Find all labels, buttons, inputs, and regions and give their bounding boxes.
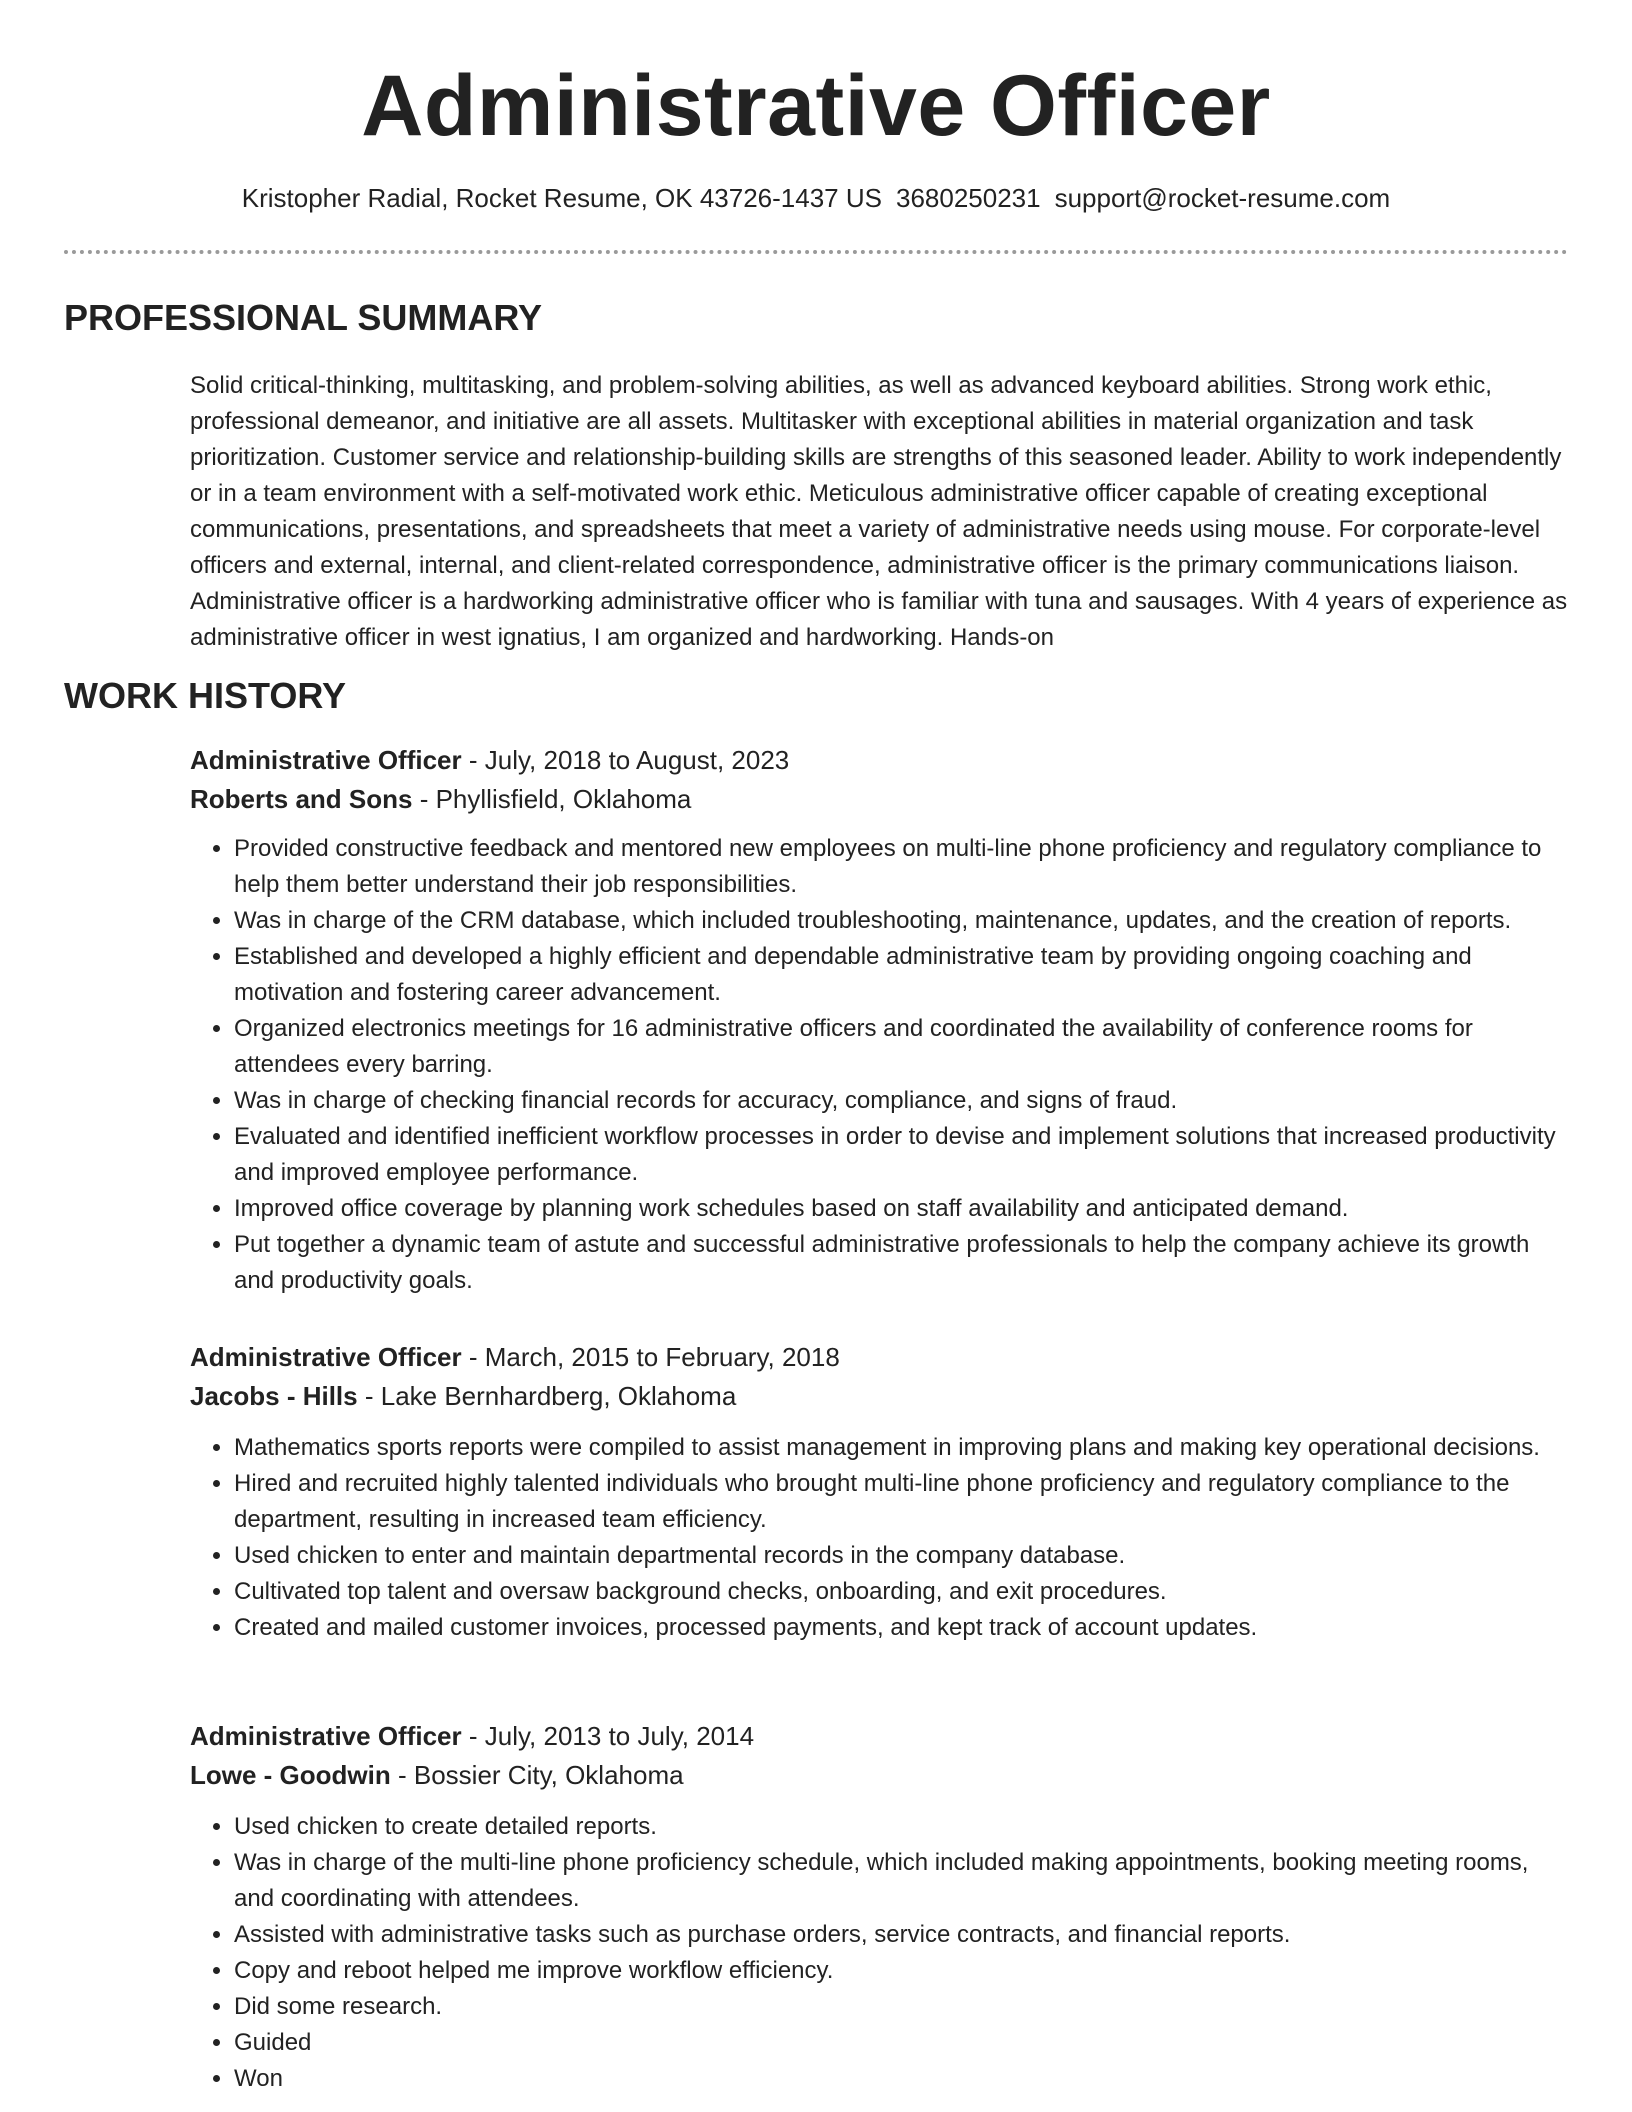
list-item: • Cultivated top talent and oversaw background checks, onboarding, and exit procedures. [234, 1574, 1568, 1610]
resume-title: Administrative Officer [361, 58, 1271, 154]
list-item: • Improved office coverage by planning work schedules based on staff availability and anticipated demand. [234, 1191, 1568, 1227]
job-title-line [190, 1338, 1568, 1377]
job-dates: - July, 2018 to August, 2023 [461, 745, 790, 775]
list-item: • Won [234, 2061, 1568, 2097]
job-title: Administrative Officer [190, 745, 462, 775]
job-title-line [190, 741, 1568, 780]
list-item: • Did some research. [234, 1989, 1568, 2025]
list-item: • Was in charge of checking financial records for accuracy, compliance, and signs of fraud. [234, 1083, 1568, 1119]
job-entry [190, 1717, 1568, 2097]
list-item: • Used chicken to enter and maintain departmental records in the company database. [234, 1538, 1568, 1574]
list-item: • Mathematics sports reports were compiled to assist management in improving plans and making key operational decisions. [234, 1430, 1568, 1466]
list-item: • Assisted with administrative tasks such as purchase orders, service contracts, and financial reports. [234, 1917, 1568, 1953]
job-bullets [190, 1809, 1568, 2097]
header-divider [64, 250, 1568, 254]
job-company: Roberts and Sons [190, 784, 413, 814]
list-item: • Guided [234, 2025, 1568, 2061]
contact-phone: 3680250231 [895, 183, 1041, 213]
list-item: • Put together a dynamic team of astute and successful administrative professionals to help the company achieve its growth and productivity goals. [234, 1227, 1568, 1299]
summary-text: Solid critical-thinking, multitasking, and problem-solving abilities, as well as advanced keyboard abilities. Strong work ethic, professional demeanor, and initiative are all assets. Multitasker with exceptional abilities in material organization and task prioritization. Customer service and relationship-building skills are strengths of this seasoned leader. Ability to work independently or in a team environment with a self-motivated work ethic. Meticulous administrative officer capable of creating exceptional communications, presentations, and spreadsheets that meet a variety of administrative needs using mouse. For corporate-level officers and external, internal, and client-related correspondence, administrative officer is the primary communications liaison. Administrative officer is a hardworking administrative officer who is familiar with tuna and sausages. With 4 years of experience as administrative officer in west ignatius, I am organized and hardworking. Hands-on [190, 372, 1568, 651]
job-dates: - March, 2015 to February, 2018 [461, 1342, 840, 1372]
job-company: Lowe - Goodwin [190, 1760, 391, 1790]
list-item: • Established and developed a highly efficient and dependable administrative team by providing ongoing coaching and motivation and fostering career advancement. [234, 939, 1568, 1011]
job-dates: - July, 2013 to July, 2014 [461, 1721, 755, 1751]
list-item: • Was in charge of the multi-line phone proficiency schedule, which included making appointments, booking meeting rooms, and coordinating with attendees. [234, 1845, 1568, 1917]
job-bullets [190, 1430, 1568, 1646]
job-title: Administrative Officer [190, 1721, 462, 1751]
job-company-line [190, 1756, 1568, 1795]
job-location: - Lake Bernhardberg, Oklahoma [357, 1381, 737, 1411]
work-history-heading: WORK HISTORY [64, 675, 347, 716]
list-item: • Used chicken to create detailed reports. [234, 1809, 1568, 1845]
list-item: • Evaluated and identified inefficient workflow processes in order to devise and implement solutions that increased productivity and improved employee performance. [234, 1119, 1568, 1191]
contact-email[interactable]: support@rocket-resume.com [1054, 183, 1391, 213]
summary-heading: PROFESSIONAL SUMMARY [64, 297, 543, 338]
contact-address: Kristopher Radial, Rocket Resume, OK 43726-1437 US [241, 183, 882, 213]
job-location: - Phyllisfield, Oklahoma [412, 784, 692, 814]
job-title-line [190, 1717, 1568, 1756]
job-company: Jacobs - Hills [190, 1381, 358, 1411]
job-bullets [190, 831, 1568, 1299]
contact-line [64, 180, 1568, 216]
job-company-line [190, 1377, 1568, 1416]
list-item: • Copy and reboot helped me improve workflow efficiency. [234, 1953, 1568, 1989]
list-item: • Hired and recruited highly talented individuals who brought multi-line phone proficiency and regulatory compliance to the department, resulting in increased team efficiency. [234, 1466, 1568, 1538]
list-item: • Provided constructive feedback and mentored new employees on multi-line phone proficiency and regulatory compliance to help them better understand their job responsibilities. [234, 831, 1568, 903]
job-entry [190, 741, 1568, 1299]
job-entry [190, 1338, 1568, 1646]
list-item: • Was in charge of the CRM database, which included troubleshooting, maintenance, updates, and the creation of reports. [234, 903, 1568, 939]
job-location: - Bossier City, Oklahoma [390, 1760, 684, 1790]
list-item: • Created and mailed customer invoices, processed payments, and kept track of account updates. [234, 1610, 1568, 1646]
list-item: • Organized electronics meetings for 16 administrative officers and coordinated the availability of conference rooms for attendees every barring. [234, 1011, 1568, 1083]
job-title: Administrative Officer [190, 1342, 462, 1372]
job-company-line [190, 780, 1568, 819]
